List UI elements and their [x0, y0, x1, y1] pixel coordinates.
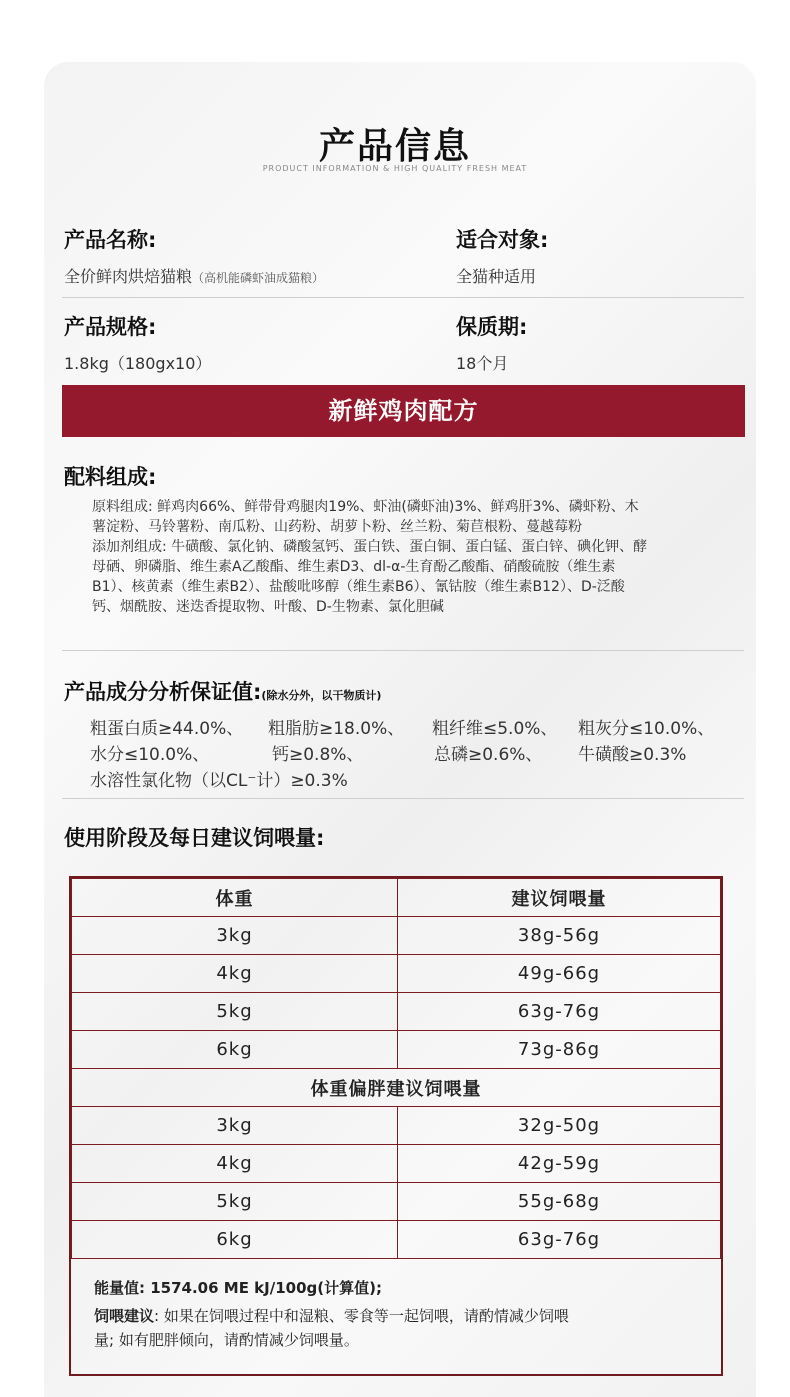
- amount-cell: 32g-50g: [398, 1107, 721, 1145]
- table-row: [72, 1107, 721, 1145]
- amount-cell: 63g-76g: [398, 1221, 721, 1259]
- weight-cell: 6kg: [72, 1221, 398, 1259]
- table-row: [72, 993, 721, 1031]
- amount-cell: 49g-66g: [398, 955, 721, 993]
- spec-label: 产品规格:: [64, 315, 157, 339]
- ingredients-line: 原料组成: 鲜鸡肉66%、鲜带骨鸡腿肉19%、虾油(磷虾油)3%、鲜鸡肝3%、磷虾粉、木: [92, 499, 639, 515]
- spec-value: 1.8kg（180gx10）: [64, 354, 212, 373]
- weight-cell: 3kg: [72, 917, 398, 955]
- amount-cell: 63g-76g: [398, 993, 721, 1031]
- guarantee-item: 粗蛋白质≥44.0%、: [90, 719, 244, 739]
- guarantee-item: 水溶性氯化物（以CL⁻计）≥0.3%: [90, 771, 348, 791]
- table-row: [72, 1031, 721, 1069]
- weight-cell: 3kg: [72, 1107, 398, 1145]
- table-row: [72, 917, 721, 955]
- ingredients-line: 钙、烟酰胺、迷迭香提取物、叶酸、D-生物素、氯化胆碱: [92, 599, 444, 615]
- formula-banner: 新鲜鸡肉配方: [62, 385, 745, 437]
- feeding-table: [69, 876, 723, 1376]
- feeding-label: 使用阶段及每日建议饲喂量:: [64, 826, 325, 850]
- overweight-header-row: [72, 1069, 721, 1107]
- guarantee-label: 产品成分分析保证值:(除水分外，以干物质计): [64, 680, 382, 704]
- col-header-amount: 建议饲喂量: [398, 879, 721, 917]
- target-value: 全猫种适用: [456, 267, 537, 286]
- weight-cell: 5kg: [72, 1183, 398, 1221]
- guarantee-item: 水分≤10.0%、: [90, 745, 210, 765]
- divider: [62, 650, 744, 651]
- product-name-note: （高机能磷虾油成猫粮）: [192, 271, 325, 285]
- energy-value: 能量值: 1574.06 ME kJ/100g(计算值);: [94, 1279, 382, 1297]
- guarantee-item: 总磷≥0.6%、: [434, 745, 543, 765]
- ingredients-text: [92, 497, 722, 617]
- table-row: [72, 1145, 721, 1183]
- advice-label: 饲喂建议: [94, 1307, 155, 1325]
- guarantee-item: 牛磺酸≥0.3%: [578, 745, 687, 765]
- divider: [62, 798, 744, 799]
- overweight-title: 体重偏胖建议饲喂量: [72, 1069, 721, 1107]
- guarantee-note: (除水分外，以干物质计): [261, 689, 382, 702]
- table-header-row: [72, 879, 721, 917]
- weight-cell: 5kg: [72, 993, 398, 1031]
- amount-cell: 42g-59g: [398, 1145, 721, 1183]
- product-name-value: 全价鲜肉烘焙猫粮（高机能磷虾油成猫粮）: [64, 267, 325, 286]
- guarantee-item: 粗脂肪≥18.0%、: [268, 719, 405, 739]
- guarantee-item: 粗灰分≤10.0%、: [578, 719, 715, 739]
- table-row: [72, 955, 721, 993]
- divider: [62, 297, 744, 298]
- page-title: 产品信息: [318, 126, 471, 167]
- weight-cell: 6kg: [72, 1031, 398, 1069]
- ingredients-line: 薯淀粉、马铃薯粉、南瓜粉、山药粉、胡萝卜粉、丝兰粉、菊苣根粉、蔓越莓粉: [92, 519, 582, 535]
- ingredients-label: 配料组成:: [64, 465, 157, 489]
- shelf-life-value: 18个月: [456, 354, 509, 373]
- product-name-label: 产品名称:: [64, 228, 157, 252]
- table-row: [72, 1221, 721, 1259]
- weight-cell: 4kg: [72, 955, 398, 993]
- ingredients-line: B1）、核黄素（维生素B2）、盐酸吡哆醇（维生素B6）、氰钴胺（维生素B12）、D-泛酸: [92, 579, 625, 595]
- ingredients-line: 添加剂组成: 牛磺酸、氯化钠、磷酸氢钙、蛋白铁、蛋白铜、蛋白锰、蛋白锌、碘化钾、酵: [92, 539, 648, 555]
- feeding-advice: 饲喂建议: 如果在饲喂过程中和湿粮、零食等一起饲喂，请酌情减少饲喂 量; 如有肥胖倾向，请酌情减少饲喂量。: [94, 1307, 569, 1349]
- guarantee-item: 钙≥0.8%、: [272, 745, 364, 765]
- page-subtitle: PRODUCT INFORMATION & HIGH QUALITY FRESH MEAT: [262, 164, 528, 173]
- target-label: 适合对象:: [456, 228, 549, 252]
- amount-cell: 38g-56g: [398, 917, 721, 955]
- guarantee-values: [90, 714, 740, 794]
- ingredients-line: 母硒、卵磷脂、维生素A乙酸酯、维生素D3、dl-α-生育酚乙酸酯、硝酸硫胺（维生素: [92, 559, 616, 575]
- amount-cell: 55g-68g: [398, 1183, 721, 1221]
- col-header-weight: 体重: [72, 879, 398, 917]
- weight-cell: 4kg: [72, 1145, 398, 1183]
- amount-cell: 73g-86g: [398, 1031, 721, 1069]
- guarantee-item: 粗纤维≤5.0%、: [432, 719, 558, 739]
- table-row: [72, 1183, 721, 1221]
- shelf-life-label: 保质期:: [456, 315, 528, 339]
